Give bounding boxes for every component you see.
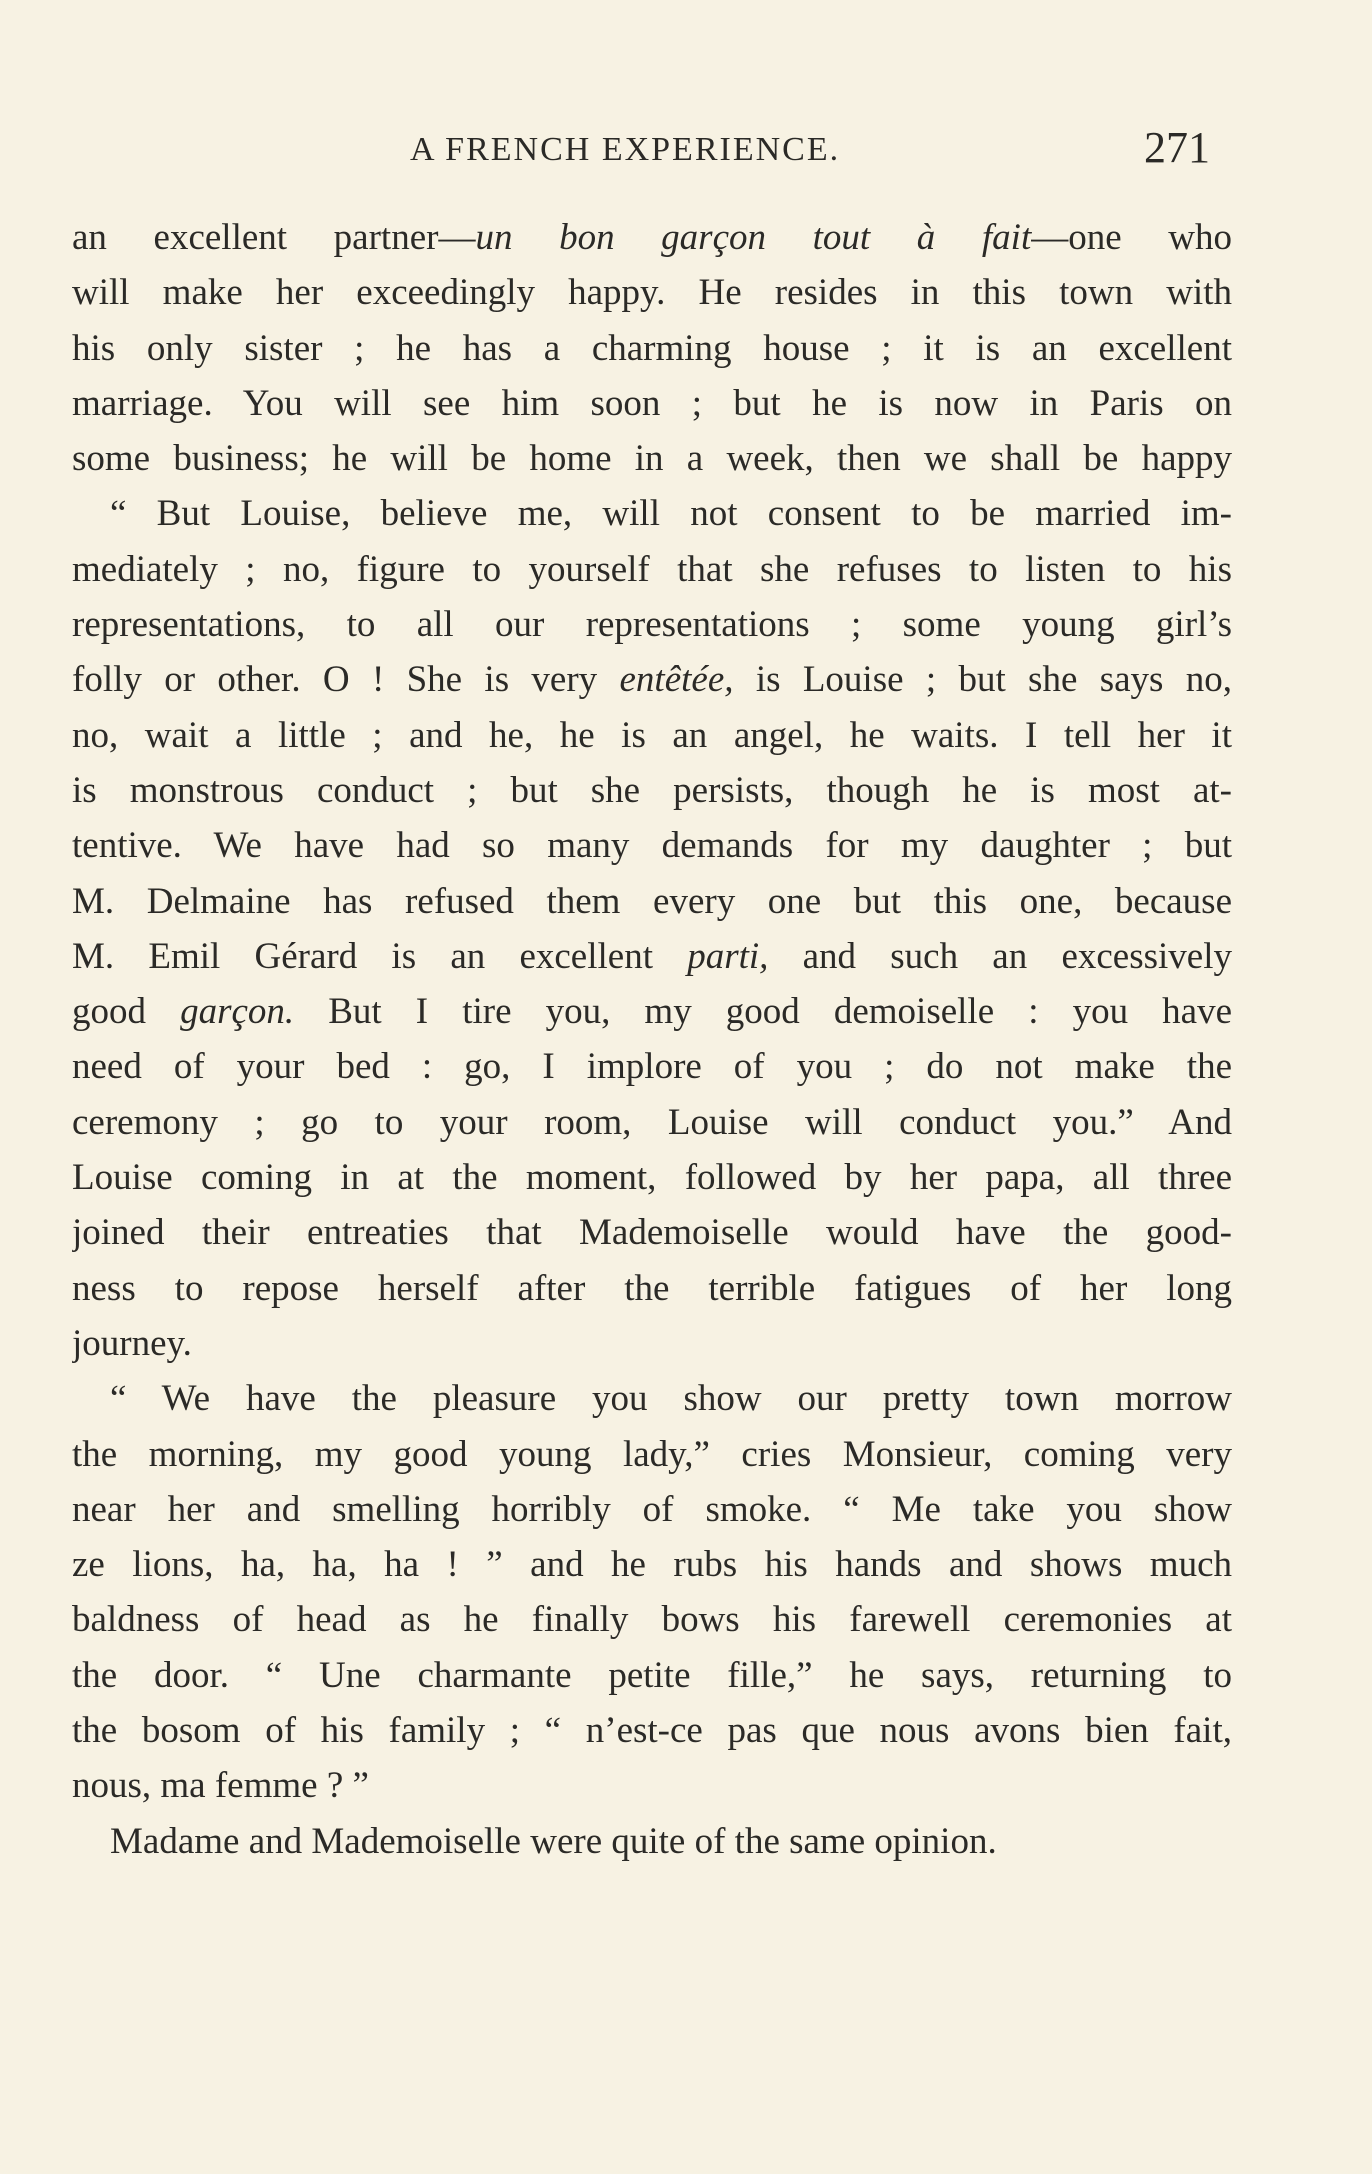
italic-phrase: garçon. — [180, 991, 295, 1033]
text-line — [72, 321, 1232, 376]
text-line — [72, 1482, 1232, 1537]
text-line — [72, 1814, 1232, 1869]
text-line — [72, 1427, 1232, 1482]
text-segment: good — [72, 991, 181, 1033]
text-line — [72, 542, 1232, 597]
text-segment: journey. — [72, 1322, 192, 1364]
text-segment: near her and smelling horribly of smoke. “ Me take you show — [72, 1488, 1232, 1530]
text-segment: ze lions, ha, ha, ha ! ” and he rubs his hands and shows much — [72, 1544, 1232, 1586]
text-segment: Madame and Mademoiselle were quite of the same opinion. — [110, 1820, 997, 1862]
text-line — [72, 376, 1232, 431]
text-segment: will make her exceedingly happy. He resides in this town with — [72, 272, 1232, 314]
text-line — [72, 1316, 1232, 1371]
text-segment: Louise coming in at the moment, followed by her papa, all three — [72, 1157, 1232, 1199]
text-line — [72, 818, 1232, 873]
text-segment: the bosom of his family ; “ n’est-ce pas que nous avons bien fait, — [72, 1710, 1232, 1752]
text-line — [72, 1261, 1232, 1316]
text-segment: an excellent partner— — [72, 217, 476, 258]
text-segment: is monstrous conduct ; but she persists, though he is most at- — [72, 769, 1232, 811]
text-line — [72, 1150, 1232, 1205]
text-segment: ceremony ; go to your room, Louise will conduct you.” And — [72, 1101, 1232, 1143]
text-line — [72, 431, 1232, 486]
text-line — [72, 1537, 1232, 1592]
italic-phrase: parti, — [687, 935, 769, 977]
text-line — [72, 1205, 1232, 1260]
running-title: A FRENCH EXPERIENCE. — [410, 131, 841, 168]
text-line — [72, 210, 1232, 265]
text-line — [72, 984, 1232, 1039]
text-line — [72, 763, 1232, 818]
text-line — [72, 486, 1232, 541]
text-segment: and such an excessively — [768, 935, 1232, 977]
text-line — [72, 1039, 1232, 1094]
text-segment: joined their entreaties that Mademoiselle would have the good- — [72, 1212, 1232, 1254]
text-line — [72, 929, 1232, 984]
page-number: 271 — [1144, 123, 1210, 172]
text-segment: mediately ; no, figure to yourself that she refuses to listen to his — [72, 548, 1232, 590]
running-head — [0, 125, 1372, 175]
text-segment: representations, to all our representations ; some young girl’s — [72, 604, 1232, 646]
text-line — [72, 1758, 1232, 1813]
text-segment: need of your bed : go, I implore of you ; do not make the — [72, 1046, 1232, 1088]
text-segment: the door. “ Une charmante petite fille,” he says, returning to — [72, 1654, 1232, 1696]
text-line — [72, 1095, 1232, 1150]
text-segment: tentive. We have had so many demands for my daughter ; but — [72, 825, 1232, 867]
body-text — [72, 210, 1232, 1869]
text-segment: —one who — [1031, 217, 1232, 258]
text-segment: marriage. You will see him soon ; but he is now in Paris on — [72, 382, 1232, 424]
text-line — [72, 1648, 1232, 1703]
italic-phrase: un bon garçon tout à fait — [475, 217, 1032, 258]
text-segment: M. Emil Gérard is an excellent — [72, 935, 688, 977]
text-segment: ness to repose herself after the terrible fatigues of her long — [72, 1267, 1232, 1309]
text-segment: no, wait a little ; and he, he is an angel, he waits. I tell her it — [72, 714, 1232, 756]
text-line — [72, 1703, 1232, 1758]
text-line — [72, 597, 1232, 652]
text-line — [72, 1371, 1232, 1426]
text-segment: nous, ma femme ? ” — [72, 1765, 369, 1807]
text-segment: folly or other. O ! She is very — [72, 659, 620, 701]
text-segment: “ But Louise, believe me, will not consent to be married im- — [110, 493, 1232, 535]
text-segment: his only sister ; he has a charming house ; it is an excellent — [72, 327, 1232, 369]
text-segment: some business; he will be home in a week, then we shall be happy — [72, 438, 1232, 480]
text-segment: But I tire you, my good demoiselle : you have — [294, 991, 1232, 1033]
text-segment: is Louise ; but she says no, — [733, 659, 1232, 701]
text-segment: “ We have the pleasure you show our pretty town morrow — [110, 1378, 1232, 1420]
text-line — [72, 1592, 1232, 1647]
text-line — [72, 265, 1232, 320]
italic-phrase: entêtée, — [619, 659, 734, 701]
text-segment: the morning, my good young lady,” cries Monsieur, coming very — [72, 1433, 1232, 1475]
text-line — [72, 708, 1232, 763]
text-line — [72, 652, 1232, 707]
text-segment: M. Delmaine has refused them every one but this one, because — [72, 880, 1232, 922]
text-line — [72, 874, 1232, 929]
text-segment: baldness of head as he finally bows his farewell ceremonies at — [72, 1599, 1232, 1641]
